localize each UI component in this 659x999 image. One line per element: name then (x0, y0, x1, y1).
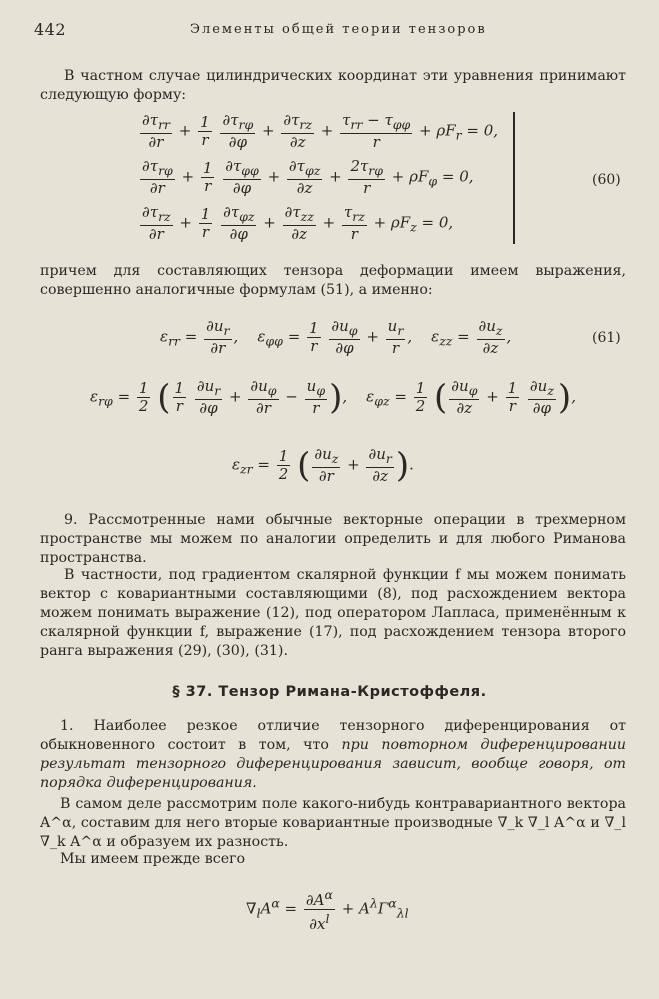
final-equation: $\nabla_lA^\alpha$ = $\frac{\partial A^\alpha}{\partial x^l}$ + $A^\lambda\Gamma^\alpha_{\lambda l}$ (246, 887, 409, 933)
paragraph-12: В самом деле рассмотрим поле какого-нибудь контравариантного вектора A^α, составим для него вторые ковариантные производные ∇_k ∇_l A^α и ∇_l ∇_k A^α и образуем их разность. (40, 796, 626, 850)
equation-61-line-1: $\varepsilon_{rr}$ = $\frac{\partial u_r}{\partial r}$ , $\varepsilon_{\varphi\varphi}$ = $\frac{1}{r}$ $\frac{\partial u_\varphi}{\partial\varphi}$ + $\frac{u_r}{r}$ , $\varepsilon_{zz}$ = $\frac{\partial u_z}{\partial z}$ , (160, 317, 512, 357)
paragraph-11 (40, 717, 626, 793)
section-heading: § 37. Тензор Римана-Кристоффеля. (172, 684, 487, 700)
equation-60-line-3: $\frac{\partial\tau_{rz}}{\partial r}$ + $\frac{1}{r}$ $\frac{\partial\tau_{\varphi z}}{\partial\varphi}$ + $\frac{\partial\tau_{zz}}{\partial z}$ + $\frac{\tau_{rz}}{r}$ + $\rho F_z = 0$, (142, 203, 454, 243)
equation-61-line-2: $\varepsilon_{r\varphi}$ = $\frac{1}{2}$ ( $\frac{1}{r}$ $\frac{\partial u_r}{\partial\varphi}$ + $\frac{\partial u_\varphi}{\partial r}$ − $\frac{u_\varphi}{r}$ ), $\varepsilon_{\varphi z}$ = $\frac{1}{2}$ ( $\frac{\partial u_\varphi}{\partial z}$ + $\frac{1}{r}$ $\frac{\partial u_z}{\partial\varphi}$ ), (90, 377, 576, 418)
equation-61-line-3: $\varepsilon_{zr}$ = $\frac{1}{2}$ ( $\frac{\partial u_z}{\partial r}$ + $\frac{\partial u_r}{\partial z}$ ). (232, 445, 414, 486)
intro-paragraph: В частном случае цилиндрических координат эти уравнения принимают следующую форму: (40, 68, 626, 103)
paragraph-11-emphasis: при повторном диференцировании результат тензорного диференцирования зависит, вообще говоря, от порядка диференцирования. (40, 737, 626, 791)
page-number: 442 (34, 20, 67, 39)
paragraph-10: В частности, под градиентом скалярной функции f мы можем понимать вектор с ковариантными составляющими (8), под расхождением вектора можем понимать выражение (12), под оператором Лапласа, применённым к скалярной функции f, выражение (17), под расхождением тензора второго ранга выражения (29), (30), (31). (40, 567, 626, 659)
equation-60-brace (513, 112, 515, 244)
equation-60-line-1: $\frac{\partial\tau_{rr}}{\partial r}$ + $\frac{1}{r}$ $\frac{\partial\tau_{r\varphi}}{\partial\varphi}$ + $\frac{\partial\tau_{rz}}{\partial z}$ + $\frac{\tau_{rr} - \tau_{\varphi\varphi}}{r}$ + $\rho F_r = 0$, (142, 111, 499, 151)
equation-60-line-2: $\frac{\partial\tau_{r\varphi}}{\partial r}$ + $\frac{1}{r}$ $\frac{\partial\tau_{\varphi\varphi}}{\partial\varphi}$ + $\frac{\partial\tau_{\varphi z}}{\partial z}$ + $\frac{2\tau_{r\varphi}}{r}$ + $\rho F_\varphi = 0$, (142, 157, 474, 197)
paragraph-9: 9. Рассмотренные нами обычные векторные операции в трехмерном пространстве мы можем по аналогии определить и для любого Риманова пространства. (40, 512, 626, 566)
equation-60-number: (60) (592, 172, 621, 188)
equation-61-number: (61) (592, 330, 621, 346)
middle-paragraph: причем для составляющих тензора деформации имеем выражения, совершенно аналогичные формулам (51), а именно: (40, 263, 626, 298)
paragraph-13: Мы имеем прежде всего (60, 851, 246, 867)
paragraph-11-lead: 1. Наиболее резкое отличие тензорного диференцирования от обыкновенного состоит в том, что (40, 718, 626, 753)
running-title: Элементы общей теории тензоров (190, 22, 487, 37)
